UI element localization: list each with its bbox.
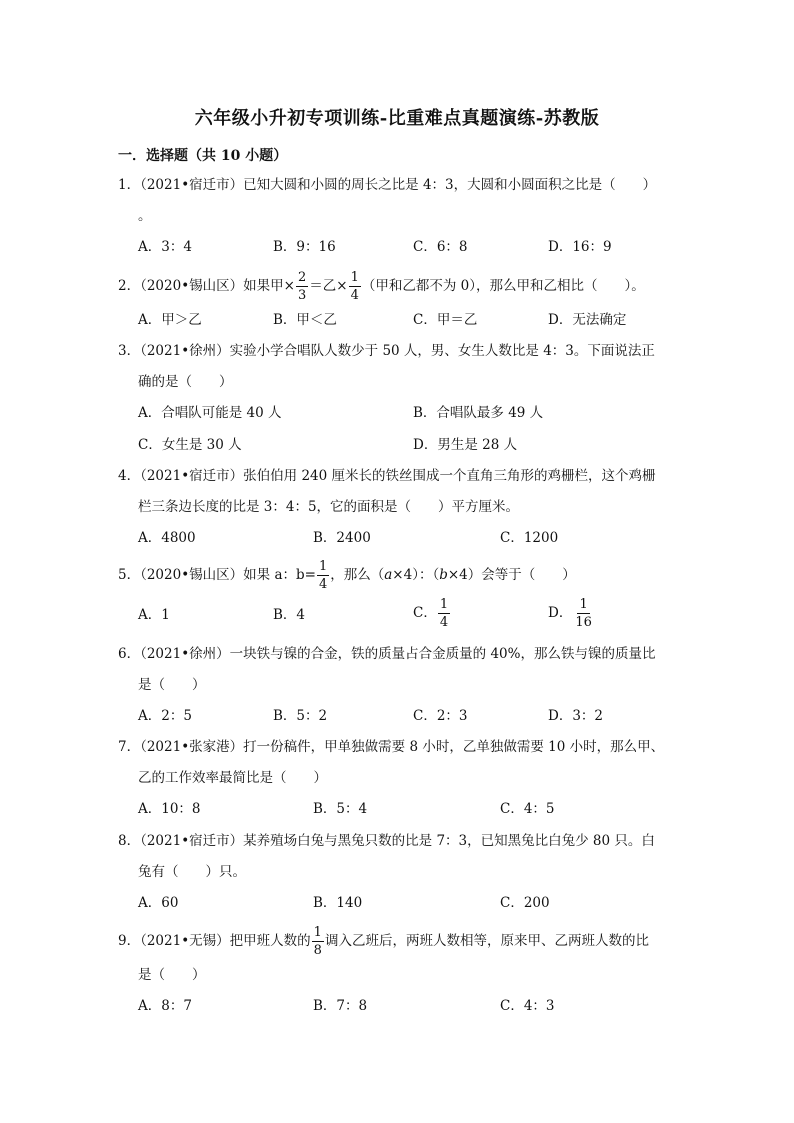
q1-option-a[interactable]: A．3：4 [138,239,192,255]
q9-option-b[interactable]: B．7：8 [313,998,368,1014]
q4-option-c[interactable]: C．1200 [500,530,559,546]
q5-option-c-fraction [438,598,450,629]
question-8-text: 8．（2021•宿迁市）某养殖场白兔与黑兔只数的比是 7：3，已知黑兔比白兔少 80 只。白 [118,833,655,849]
question-6-text-cont: 是（ ） [138,677,206,693]
question-9-text [118,926,649,957]
q9-option-c[interactable]: C．4：3 [500,998,555,1014]
q2-frac2-denominator: 4 [350,288,359,303]
q3-option-b[interactable]: B．合唱队最多 49 人 [413,405,544,421]
q3-option-a[interactable]: A．合唱队可能是 40 人 [138,405,282,421]
q1-option-d[interactable]: D．16：9 [548,239,612,255]
q5-option-d-numerator: 1 [579,597,588,612]
q6-option-a[interactable]: A．2：5 [138,708,192,724]
q5-frac-denominator: 4 [318,577,328,592]
q5-var-b: b [439,567,448,583]
q6-option-d[interactable]: D．3：2 [548,708,604,724]
q4-option-a[interactable]: A．4800 [138,530,196,546]
q2-mid: ＝乙× [309,278,348,294]
q2-prefix: 2．（2020•锡山区）如果甲× [118,278,295,294]
question-1-text: 1．（2021•宿迁市）已知大圆和小圆的周长之比是 4：3，大圆和小圆面积之比是（ ） [118,177,657,193]
q5-suffix-b: ×4）：（ [392,567,440,583]
question-4-text: 4．（2021•宿迁市）张伯伯用 240 厘米长的铁丝围成一个直角三角形的鸡栅栏，这个鸡栅 [118,468,656,484]
q5-option-d[interactable] [548,598,595,629]
q5-suffix-a: ，那么（ [330,567,385,583]
q5-option-c-numerator: 1 [439,597,449,612]
q1-option-c[interactable]: C．6：8 [413,239,468,255]
q7-option-a[interactable]: A．10：8 [138,801,201,817]
q1-option-b[interactable]: B．9：16 [273,239,336,255]
q7-option-b[interactable]: B．5：4 [313,801,368,817]
q5-option-c[interactable] [413,598,451,629]
q6-option-c[interactable]: C．2：3 [413,708,468,724]
q2-option-b[interactable]: B．甲＜乙 [273,312,337,328]
q2-option-c[interactable]: C．甲＝乙 [413,312,478,328]
q5-suffix-c: ×4）会等于（ ） [447,567,576,583]
question-1-text-cont: 。 [138,208,152,224]
q2-option-a[interactable]: A．甲＞乙 [138,312,202,328]
q3-option-d[interactable]: D．男生是 28 人 [413,437,518,453]
q5-option-c-denominator: 4 [439,615,449,630]
q5-option-d-label: D． [548,605,573,621]
q8-option-c[interactable]: C．200 [500,895,550,911]
q5-prefix: 5．（2020•锡山区）如果 a：b= [118,567,316,583]
section-heading: 一．选择题（共 10 小题） [118,148,288,164]
q2-frac2-numerator: 1 [350,270,359,285]
q3-option-c[interactable]: C．女生是 30 人 [138,437,242,453]
question-6-text: 6．（2021•徐州）一块铁与镍的合金，铁的质量占合金质量的 40%，那么铁与镍的质量比 [118,646,656,662]
q7-option-c[interactable]: C．4：5 [500,801,555,817]
question-3-text: 3．（2021•徐州）实验小学合唱队人数少于 50 人，男、女生人数比是 4：3。下面说法正 [118,343,655,359]
question-7-text: 7．（2021•张家港）打一份稿件，甲单独做需要 8 小时，乙单独做需要 10 小时，那么甲、 [118,739,665,755]
q9-frac-denominator: 8 [313,943,322,958]
question-5-text [118,560,576,591]
q5-fraction-one-fourth [317,560,329,591]
q2-option-d[interactable]: D．无法确定 [548,312,627,328]
q9-prefix: 9．（2021•无锡）把甲班人数的 [118,933,311,949]
q5-option-d-denominator: 16 [575,615,592,630]
q8-option-b[interactable]: B．140 [313,895,363,911]
q5-option-a[interactable]: A．1 [138,607,170,623]
q2-frac1-denominator: 3 [297,288,307,303]
q4-option-b[interactable]: B．2400 [313,530,371,546]
q9-option-a[interactable]: A．8：7 [138,998,192,1014]
q2-frac1-numerator: 2 [297,270,307,285]
q5-option-c-label: C． [413,605,437,621]
q2-suffix: （甲和乙都不为 0），那么甲和乙相比（ ）。 [361,278,645,294]
q5-frac-numerator: 1 [318,559,328,574]
question-2-text [118,271,645,302]
q5-option-b[interactable]: B．4 [273,607,306,623]
q2-fraction-two-thirds [296,271,308,302]
q2-fraction-one-fourth [349,271,361,302]
q9-frac-numerator: 1 [313,925,322,940]
q8-option-a[interactable]: A．60 [138,895,179,911]
question-8-text-cont: 兔有（ ）只。 [138,864,246,880]
question-4-text-cont: 栏三条边长度的比是 3：4：5，它的面积是（ ）平方厘米。 [138,499,520,515]
q5-option-d-fraction [573,598,594,629]
q6-option-b[interactable]: B．5：2 [273,708,328,724]
q5-var-a: a [384,567,393,583]
q9-fraction-one-eighth [312,926,324,957]
question-9-text-cont: 是（ ） [138,967,206,983]
question-3-text-cont: 确的是（ ） [138,374,233,390]
question-7-text-cont: 乙的工作效率最简比是（ ） [138,770,327,786]
q9-suffix: 调入乙班后，两班人数相等，原来甲、乙两班人数的比 [324,933,649,949]
page-title: 六年级小升初专项训练-比重难点真题演练-苏教版 [194,108,600,129]
